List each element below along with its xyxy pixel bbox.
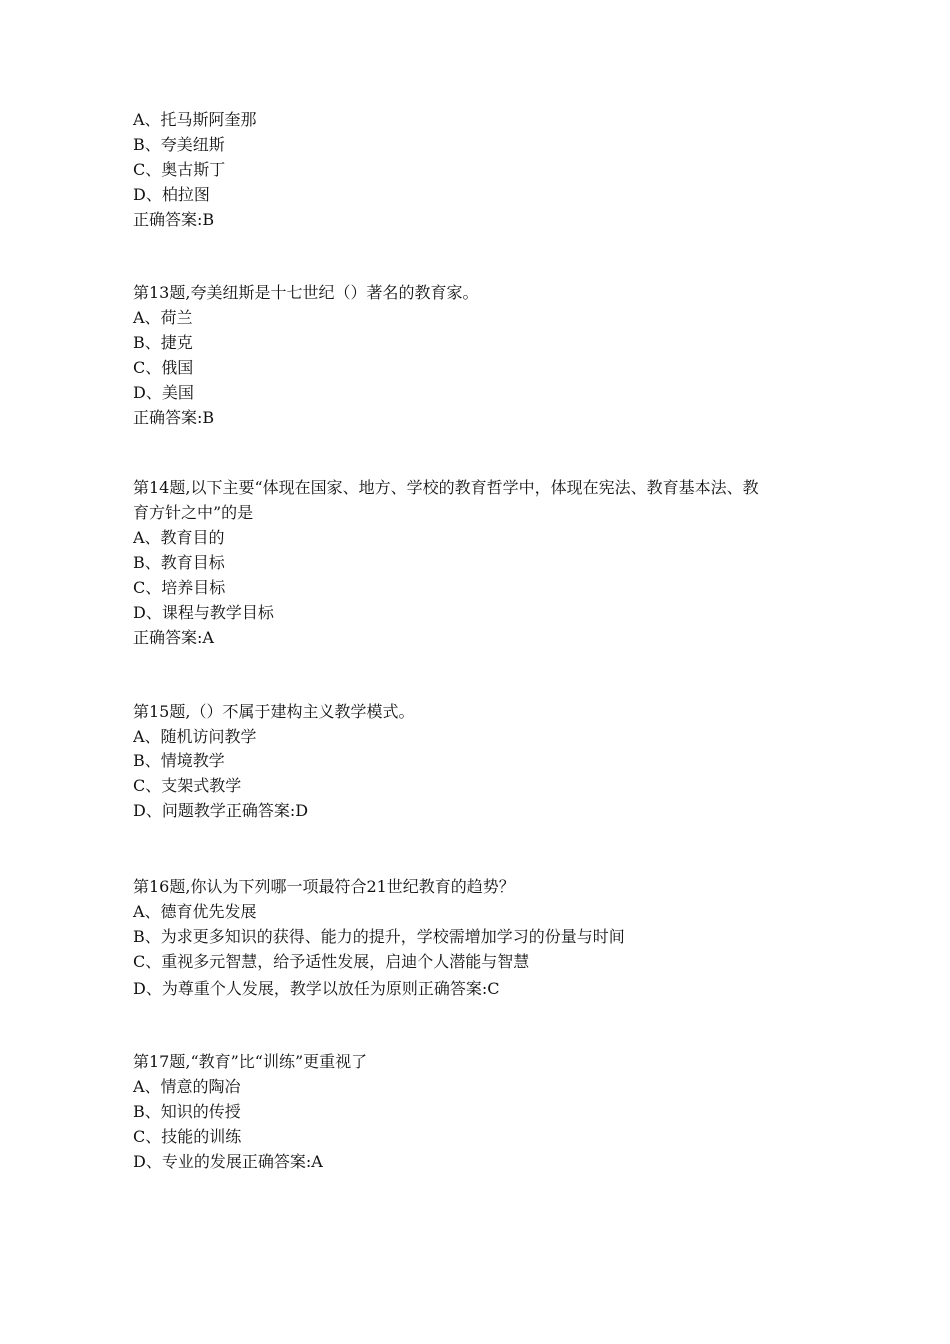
option-d-with-answer: D、专业的发展正确答案:A — [133, 1152, 323, 1171]
option-c: C、重视多元智慧，给予适性发展，启迪个人潜能与智慧 — [133, 952, 530, 971]
option-c: C、培养目标 — [133, 578, 226, 597]
option-d-with-answer: D、问题教学正确答案:D — [133, 801, 309, 820]
option-c: C、支架式教学 — [133, 776, 242, 795]
option-a: A、荷兰 — [133, 308, 193, 327]
option-c: C、技能的训练 — [133, 1127, 242, 1146]
option-c: C、奥古斯丁 — [133, 160, 226, 179]
option-b: B、夸美纽斯 — [133, 135, 225, 154]
option-d-with-answer: D、为尊重个人发展，教学以放任为原则正确答案:C — [133, 979, 500, 998]
option-b: B、为求更多知识的获得、能力的提升，学校需增加学习的份量与时间 — [133, 927, 625, 946]
option-a: A、托马斯阿奎那 — [133, 110, 257, 129]
option-c: C、俄国 — [133, 358, 194, 377]
question-stem: 第16题,你认为下列哪一项最符合21世纪教育的趋势？ — [133, 877, 515, 896]
option-d: D、柏拉图 — [133, 185, 210, 204]
option-a: A、教育目的 — [133, 528, 225, 547]
question-stem: 第15题,（）不属于建构主义教学模式。 — [133, 702, 415, 721]
option-d: D、课程与教学目标 — [133, 603, 274, 622]
option-a: A、情意的陶冶 — [133, 1077, 241, 1096]
option-a: A、随机访问教学 — [133, 727, 257, 746]
correct-answer: 正确答案:A — [133, 628, 214, 647]
question-stem: 第14题,以下主要“体现在国家、地方、学校的教育哲学中，体现在宪法、教育基本法、教 — [133, 478, 759, 497]
question-stem-continued: 育方针之中”的是 — [133, 503, 254, 522]
option-a: A、德育优先发展 — [133, 902, 257, 921]
question-stem: 第13题,夸美纽斯是十七世纪（）著名的教育家。 — [133, 283, 479, 302]
option-b: B、捷克 — [133, 333, 193, 352]
option-d: D、美国 — [133, 383, 194, 402]
option-b: B、教育目标 — [133, 553, 225, 572]
option-b: B、情境教学 — [133, 751, 225, 770]
correct-answer: 正确答案:B — [133, 210, 215, 229]
correct-answer: 正确答案:B — [133, 408, 215, 427]
option-b: B、知识的传授 — [133, 1102, 241, 1121]
question-stem: 第17题,“教育”比“训练”更重视了 — [133, 1052, 368, 1071]
